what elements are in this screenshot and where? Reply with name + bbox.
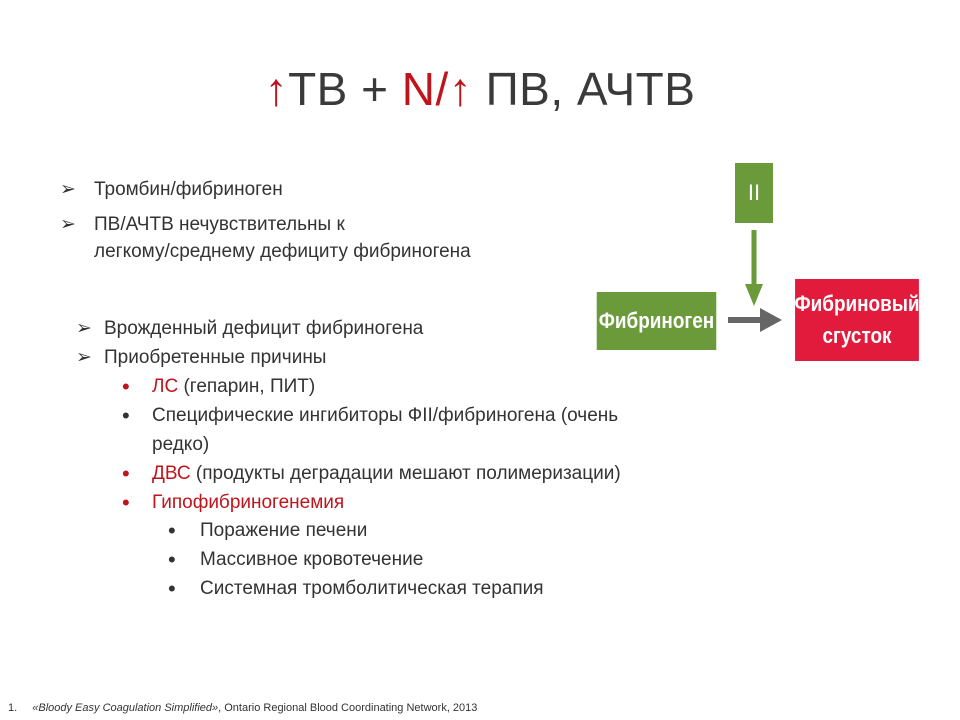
- bullet-dot-icon: •: [122, 461, 130, 486]
- bullet-dot-icon: •: [122, 403, 130, 428]
- list-item-text: Массивное кровотечение: [200, 549, 424, 570]
- footnote: [8, 702, 477, 714]
- bullet-dot-icon: •: [122, 490, 130, 515]
- list-item-text: Приобретенные причины: [104, 347, 327, 368]
- list-item-text: ДВС (продукты деградации мешают полимеризации): [152, 463, 621, 484]
- list-item-text: Поражение печени: [200, 520, 368, 541]
- bullet-dot-icon: •: [168, 518, 176, 543]
- fibrin-clot-box: [795, 279, 919, 361]
- title-part2: ПВ, АЧТВ: [472, 63, 696, 115]
- down-arrow-icon: [745, 230, 763, 306]
- up-arrow-icon: ↑: [448, 63, 473, 115]
- list-item-text: Тромбин/фибриноген: [94, 179, 283, 200]
- list-item-text: легкому/среднему дефициту фибриногена: [94, 241, 471, 262]
- bullet-dot-icon: •: [122, 374, 130, 399]
- list-item-text: Специфические ингибиторы ФII/фибриногена (очень: [152, 405, 619, 426]
- arrow-bullet-icon: ➢: [76, 318, 92, 339]
- up-arrow-icon: ↑: [264, 63, 289, 115]
- footnote-number: 1.: [8, 702, 18, 714]
- factor-ii-label: II: [747, 180, 761, 205]
- bullet-dot-icon: •: [168, 547, 176, 572]
- footnote-source-title: «Bloody Easy Coagulation Simplified»: [32, 702, 219, 714]
- clot-label-line1: Фибриновый: [794, 291, 920, 316]
- title-part1: ТВ +: [288, 63, 402, 115]
- title-n: N/: [401, 63, 449, 115]
- list-item-text: ПВ/АЧТВ нечувствительны к: [94, 214, 345, 235]
- arrow-bullet-icon: ➢: [60, 179, 76, 200]
- bullet-dot-icon: •: [168, 576, 176, 601]
- list-item-text: Системная тромболитическая терапия: [200, 578, 544, 599]
- fibrinogen-box: [597, 292, 717, 350]
- arrow-bullet-icon: ➢: [60, 214, 76, 235]
- list-item-text: Врожденный дефицит фибриногена: [104, 318, 424, 339]
- arrow-bullet-icon: ➢: [76, 347, 92, 368]
- list-item-text: редко): [152, 434, 210, 455]
- list-item-text: ЛС (гепарин, ПИТ): [152, 376, 316, 397]
- fibrinogen-label: Фибриноген: [598, 308, 715, 333]
- right-arrow-icon: [728, 308, 782, 332]
- list-item-text: Гипофибриногенемия: [152, 492, 345, 513]
- footnote-source-rest: , Ontario Regional Blood Coordinating Network, 2013: [218, 702, 478, 714]
- clot-label-line2: сгусток: [822, 323, 892, 348]
